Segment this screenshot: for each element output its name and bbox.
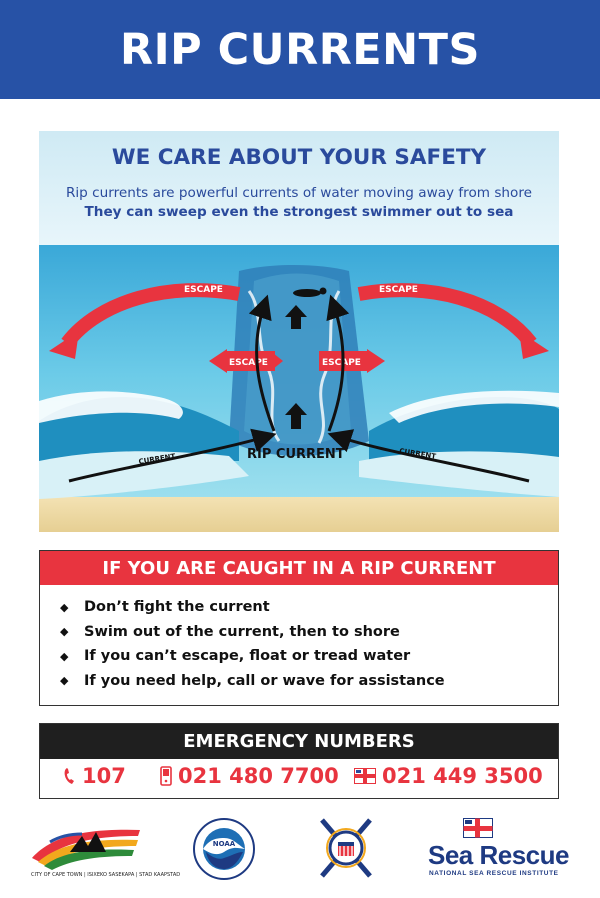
emergency-header [40,724,558,759]
noaa-logo [193,818,255,884]
emergency-title: EMERGENCY NUMBERS [183,731,415,752]
emergency-number-sea-rescue[interactable]: 021 449 3500 [354,764,543,788]
sponsor-logos [0,810,600,898]
rip-current-label: RIP CURRENT [247,447,345,462]
city-logo-text: CITY OF CAPE TOWN | ISIXEKO SASEKAPA | STAD KAAPSTAD [31,872,181,878]
escape-label-top-right: ESCAPE [379,285,418,295]
advice-list [40,585,558,693]
city-of-cape-town-logo [30,818,142,874]
page-header [0,0,600,99]
emergency-number-cell[interactable]: 021 480 7700 [160,764,339,788]
diamond-bullet-icon: ◆ [60,600,69,614]
advice-item: ◆ If you need help, call or wave for assistance [60,672,445,689]
current-label-left: CURRENT [138,452,176,466]
lifeguard-badge-logo [316,816,376,884]
advice-item: ◆ Swim out of the current, then to shore [60,623,400,640]
emergency-number-ambulance[interactable]: 107 [64,764,126,788]
escape-label-top-left: ESCAPE [184,285,223,295]
sea-rescue-subtitle: NATIONAL SEA RESCUE INSTITUTE [429,870,559,877]
safety-title: WE CARE ABOUT YOUR SAFETY [111,145,487,170]
rip-current-illustration [39,131,559,532]
safety-description: Rip currents are powerful currents of water moving away from shore [65,185,533,201]
sea-rescue-flag-logo [463,818,493,842]
beach-sand [39,497,559,532]
caught-advice-title: IF YOU ARE CAUGHT IN A RIP CURRENT [102,557,496,579]
phone-icon [64,767,76,785]
caught-advice-header [40,551,558,585]
noaa-label: NOAA [212,840,236,848]
page-title: RIP CURRENTS [120,24,480,75]
caught-advice-box [39,550,559,706]
diamond-bullet-icon: ◆ [60,625,69,639]
diamond-bullet-icon: ◆ [60,674,69,688]
mobile-phone-icon [160,766,172,786]
swimmer [293,289,321,297]
escape-label-small-right: ESCAPE [322,358,361,368]
sea-rescue-title: Sea Rescue [428,840,569,870]
escape-label-small-left: ESCAPE [229,358,268,368]
diamond-bullet-icon: ◆ [60,649,69,663]
advice-item: ◆ If you can’t escape, float or tread water [60,648,411,665]
advice-item: ◆ Don’t fight the current [60,599,270,616]
safety-warning: They can sweep even the strongest swimmer out to sea [84,204,514,220]
sea-rescue-flag-icon [354,768,376,784]
emergency-numbers-box [39,723,559,799]
current-label-right: CURRENT [398,447,437,461]
